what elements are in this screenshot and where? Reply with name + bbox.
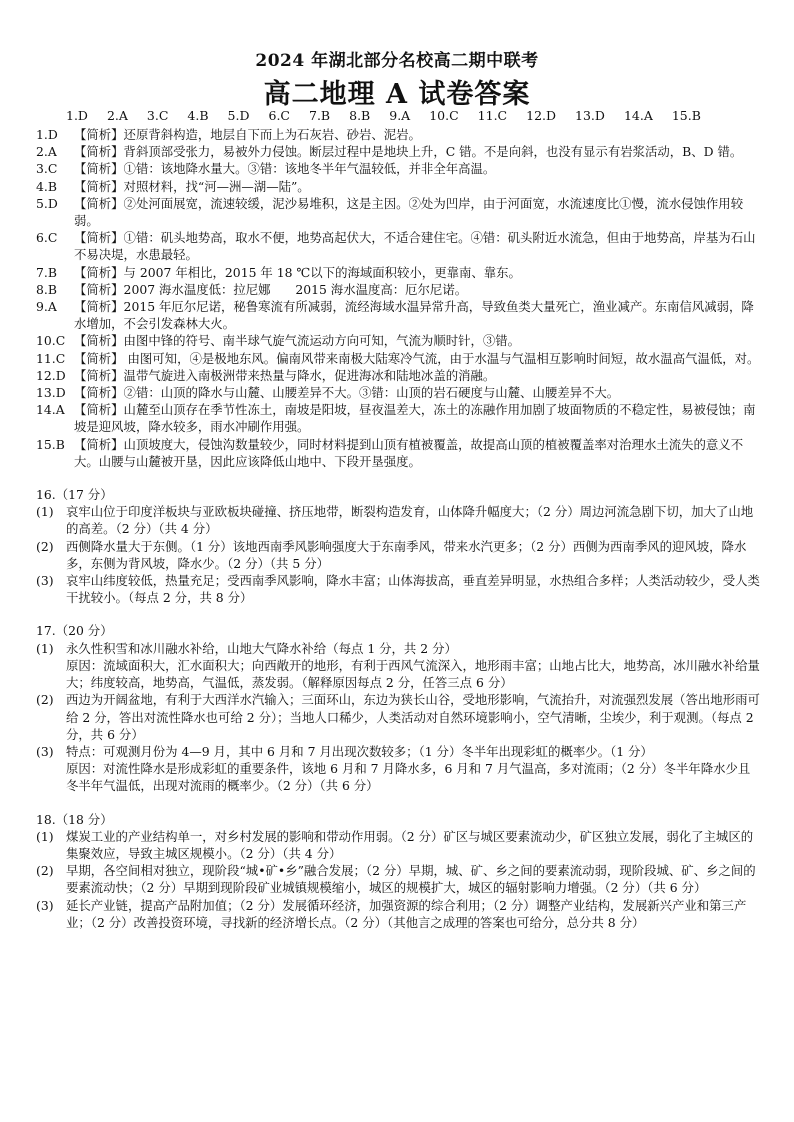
answer-part-label: (1) [36,828,54,844]
mc-answer-label: 10.C [36,333,66,349]
answer-part [36,640,760,657]
answer-key-item: 11.C [477,108,508,123]
mc-answer-label: 13.D [36,385,66,401]
mc-analysis-item [36,332,760,349]
mc-analysis-list [36,126,760,470]
answer-part [36,538,760,572]
answer-part [36,743,760,760]
mc-analysis-item [36,126,760,143]
mc-analysis-text: 【简析】对照材料，找“河—洲—湖—陆”。 [74,178,310,194]
mc-analysis-text: 【简析】2015 年厄尔尼诺，秘鲁寒流有所减弱，流经海域水温异常升高，导致鱼类大量死亡，渔业减产。东南信风减弱，降水增加，不会引发森林大火。 [74,299,754,332]
mc-answer-label: 9.A [36,299,57,315]
mc-analysis-text: 【简析】 由图可知，④是极地东风。偏南风带来南极大陆寒冷气流，由于水温与气温相互影响时间短，故水温高气温低，对。 [74,350,760,366]
mc-analysis-text: 【简析】与 2007 年相比，2015 年 18 ℃以下的海域面积较小，更靠南、靠东。 [74,264,521,280]
mc-analysis-text: 【简析】温带气旋进入南极洲带来热量与降水，促进海冰和陆地冰盖的消融。 [74,367,496,383]
open-questions-list [36,486,760,931]
answer-part-text: 西边为开阔盆地，有利于大西洋水汽输入；三面环山，东边为狭长山谷，受地形影响，气流抬升，对流强烈发展（答出地形雨可给 2 分，答出对流性降水也可给 2 分）；当地人口稀少，人类活动对自然环境影响小，空气清晰，尘埃少，利于观测。（每点 2 分，共 6 分） [66,692,760,742]
mc-analysis-text: 【简析】①错：矶头地势高，取水不便，地势高起伏大，不适合建住宅。④错：矶头附近水流急，但由于地势高，岸基为石山不易决堤，水患最轻。 [74,230,756,263]
mc-answer-label: 3.C [36,161,58,177]
answer-part [36,691,760,743]
answer-part-label: (2) [36,863,54,879]
answer-part [36,503,760,537]
answer-part-label: (3) [36,743,54,759]
mc-analysis-text: 【简析】还原背斜构造，地层自下而上为石灰岩、砂岩、泥岩。 [74,127,421,142]
answer-key-item: 4.B [187,108,209,123]
mc-answer-label: 2.A [36,144,57,160]
answer-key-item: 5.D [227,108,250,123]
mc-analysis-text: 【简析】山顶坡度大，侵蚀沟数量较少，同时材料提到山顶有植被覆盖，故提高山顶的植被覆盖率对治理水土流失的意义不大。山腰与山麓被开垦，因此应该降低山地中、下段开垦强度。 [74,436,744,469]
answer-part-text: 西侧降水量大于东侧。（1 分）该地西南季风影响强度大于东南季风，带来水汽更多；（2 分）西侧为西南季风的迎风坡，降水多，东侧为背风坡，降水少。（2 分）（共 5 分） [66,538,747,571]
mc-analysis-item [36,436,760,470]
answer-key-item: 9.A [389,108,411,123]
mc-analysis-item [36,350,760,367]
mc-analysis-text: 【简析】②处河面展宽，流速较缓，泥沙易堆积，这是主因。②处为凹岸，由于河面宽，水流速度比①慢，流水侵蚀作用较弱。 [74,195,744,229]
answer-key-item: 7.B [309,108,331,123]
answer-part-label: (1) [36,640,54,656]
answer-key-item: 6.C [268,108,290,123]
answer-part [36,897,760,931]
answer-part-text: 哀牢山位于印度洋板块与亚欧板块碰撞、挤压地带，断裂构造发育，山体降升幅度大；（2 分）周边河流急剧下切，加大了山地的高差。（2 分）（共 4 分） [66,504,754,537]
mc-analysis-text: 【简析】山麓至山顶存在季节性冻土，南坡是阳坡，昼夜温差大，冻土的冻融作用加剧了坡面物质的不稳定性，易被侵蚀；南坡是迎风坡，降水较多，雨水冲刷作用强。 [74,402,756,435]
answer-part-label: (3) [36,897,54,913]
answer-part-label: (3) [36,573,54,589]
answer-key-row [66,108,766,123]
mc-answer-label: 1.D [36,127,58,142]
answer-part-text: 延长产业链，提高产品附加值；（2 分）发展循环经济，加强资源的综合利用；（2 分）调整产业结构，发展新兴产业和第三产业；（2 分）改善投资环境，寻找新的经济增长点。（2 分）（其他言之成理的答案也可给分，总分共 8 分） [66,897,747,930]
question-block [36,486,760,606]
mc-analysis-item [36,160,760,177]
answer-part-label: (2) [36,538,54,554]
mc-answer-label: 7.B [36,264,57,280]
mc-analysis-text: 【简析】①错：该地降水量大。③错：该地冬半年气温较低，并非全年高温。 [74,161,496,177]
answer-key-item: 13.D [575,108,605,123]
mc-analysis-item [36,281,760,298]
answer-key-item: 3.C [146,108,169,123]
mc-answer-label: 15.B [36,436,65,452]
mc-analysis-item [36,367,760,384]
exam-title: 2024 年湖北部分名校高二期中联考 [255,51,539,71]
answer-key-item: 12.D [526,108,557,123]
question-heading: 16.（17 分） [36,487,113,503]
answer-key-item: 2.A [106,108,128,123]
mc-analysis-item [36,143,760,160]
question-block [36,811,760,931]
question-block [36,622,760,794]
answer-part-text: 哀牢山纬度较低，热量充足；受西南季风影响，降水丰富；山体海拔高，垂直差异明显，水热组合多样；人类活动较少，受人类干扰较小。（每点 2 分，共 8 分） [66,573,760,606]
mc-answer-label: 14.A [36,402,65,418]
answer-part-text: 特点：可观测月份为 4—9 月，其中 6 月和 7 月出现次数较多；（1 分）冬半年出现彩虹的概率少。（1 分） [66,743,653,759]
mc-answer-label: 8.B [36,281,57,297]
answer-key-item: 8.B [349,108,371,123]
mc-analysis-text: 【简析】背斜顶部受张力，易被外力侵蚀。断层过程中是地块上升，C 错。不是向斜，也没有显示有岩浆活动，B、D 错。 [74,144,743,160]
answer-key-item: 10.C [429,108,459,123]
mc-answer-label: 11.C [36,350,66,366]
mc-analysis-item [36,264,760,281]
mc-analysis-item [36,298,760,332]
mc-answer-label: 6.C [36,230,58,246]
mc-analysis-item [36,401,760,435]
question-heading: 17.（20 分） [36,623,113,639]
answer-part-continuation: 原因：流域面积大，汇水面积大；向西敞开的地形，有利于西风气流深入，地形雨丰富；山地占比大，地势高，冰川融水补给量大；纬度较高，地势高，气温低，蒸发弱。（解释原因每点 2 分，任答三点 6 分） [66,657,760,691]
mc-analysis-text: 【简析】由图中锋的符号、南半球气旋气流运动方向可知，气流为顺时针，③错。 [74,333,521,349]
answer-part-continuation: 原因：对流性降水是形成彩虹的重要条件，该地 6 月和 7 月降水多，6 月和 7 月气温高，多对流雨；（2 分）冬半年降水少且冬半年气温低，出现对流雨的概率少。（2 分）（共 6 分） [66,761,751,794]
mc-answer-label: 12.D [36,367,66,383]
analysis-content [36,126,760,931]
mc-analysis-item [36,384,760,401]
exam-subtitle: 高二地理 A 试卷答案 [263,79,531,110]
answer-key-item: 15.B [671,108,701,123]
mc-analysis-text: 【简析】②错：山顶的降水与山麓、山腰差异不大。③错：山顶的岩石硬度与山麓、山腰差异不大。 [74,385,620,401]
question-heading: 18.（18 分） [36,811,113,827]
answer-key-item: 14.A [623,108,653,123]
answer-part-label: (1) [36,504,54,520]
mc-analysis-item [36,229,760,263]
answer-part-text: 煤炭工业的产业结构单一，对乡村发展的影响和带动作用弱。（2 分）矿区与城区要素流动少，矿区独立发展，弱化了主城区的集聚效应，导致主城区规模小。（2 分）（共 4 分） [66,828,754,861]
answer-part [36,862,760,896]
answer-part [36,828,760,862]
answer-part [36,572,760,606]
mc-analysis-text: 【简析】2007 海水温度低：拉尼娜 2015 海水温度高：厄尔尼诺。 [74,281,468,297]
mc-analysis-item [36,195,760,229]
answer-part-text: 永久性积雪和冰川融水补给，山地大气降水补给（每点 1 分，共 2 分） [66,640,457,656]
mc-answer-label: 5.D [36,195,58,211]
answer-key-item: 1.D [66,108,88,123]
mc-analysis-item [36,178,760,195]
mc-answer-label: 4.B [36,178,57,194]
answer-part-label: (2) [36,692,54,708]
answer-part-text: 早期，各空间相对独立，现阶段“城•矿•乡”融合发展；（2 分）早期，城、矿、乡之间的要素流动弱，现阶段城、矿、乡之间的要素流动快；（2 分）早期到现阶段矿业城镇规模缩小，城区的规模扩大，城区的辐射影响力增强。（2 分）（共 6 分） [66,863,756,896]
